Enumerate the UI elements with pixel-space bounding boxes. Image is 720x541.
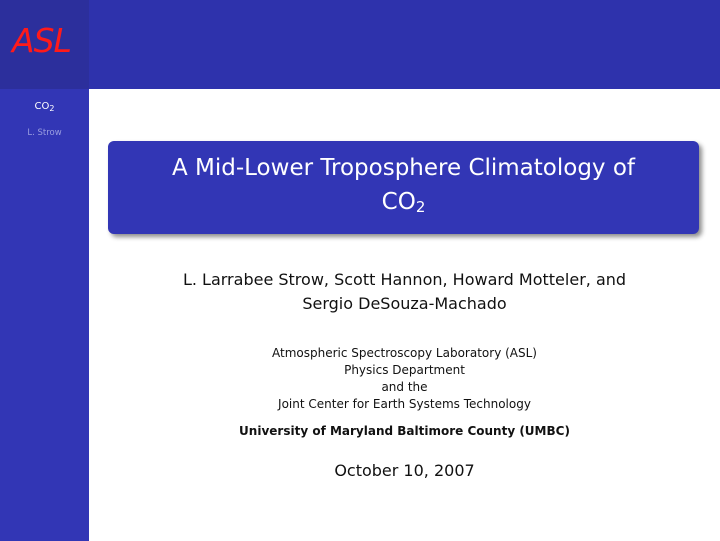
institute-line1: Atmospheric Spectroscopy Laboratory (ASL) xyxy=(272,346,537,360)
institute xyxy=(89,345,720,413)
authors-line2: Sergio DeSouza-Machado xyxy=(302,294,507,313)
sidebar xyxy=(0,0,89,541)
sidebar-nav-author[interactable]: L. Strow xyxy=(27,128,62,138)
title-line1: A Mid-Lower Troposphere Climatology of xyxy=(171,155,636,181)
institute-line3: and the xyxy=(381,380,428,394)
sidebar-nav-title[interactable] xyxy=(0,101,89,114)
logo-area xyxy=(0,0,89,89)
institute-line4: Joint Center for Earth Systems Technology xyxy=(278,397,531,411)
presentation-date: October 10, 2007 xyxy=(334,461,475,480)
authors xyxy=(89,268,720,316)
university: University of Maryland Baltimore County (UMBC) xyxy=(239,424,570,438)
title-line2-subscript: 2 xyxy=(415,198,426,216)
slide-title xyxy=(152,151,655,224)
header-bar xyxy=(89,0,720,89)
title-line2-main: CO xyxy=(381,189,416,215)
institute-line2: Physics Department xyxy=(344,363,465,377)
nav-title-main: CO xyxy=(34,101,50,112)
authors-line1: L. Larrabee Strow, Scott Hannon, Howard Motteler, and xyxy=(182,270,627,289)
nav-title-subscript: 2 xyxy=(49,104,55,113)
title-box xyxy=(108,141,699,234)
asl-logo: ASL xyxy=(12,21,71,60)
